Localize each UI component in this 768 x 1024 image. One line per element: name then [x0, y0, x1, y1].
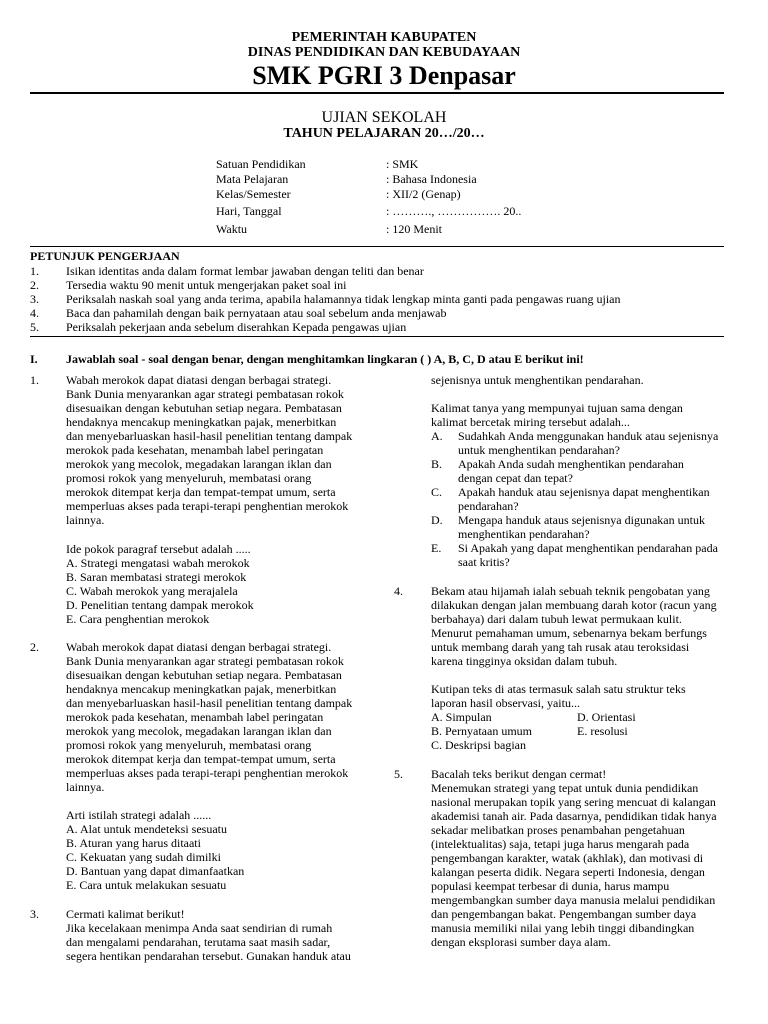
- passage-line: Bank Dunia menyarankan agar strategi pembatasan rokok: [66, 387, 344, 401]
- exam-title: UJIAN SEKOLAH: [321, 109, 447, 126]
- passage-line: dilakukan dengan jalan membuang darah kotor (racun yang: [431, 598, 717, 612]
- answer-option[interactable]: B. Pernyataan umum: [431, 724, 532, 738]
- question-passage: [431, 767, 717, 949]
- passage-line: Menemukan strategi yang tepat untuk dunia pendidikan: [431, 781, 699, 795]
- passage-line: merokok yang mecolok, megadakan larangan iklan dan: [66, 457, 332, 471]
- answer-option[interactable]: D. Penelitian tentang dampak merokok: [66, 598, 254, 612]
- passage-line: (intelektualitas) saja, tetapi juga harus mengarah pada: [431, 837, 690, 851]
- school-name: SMK PGRI 3 Denpasar: [252, 61, 516, 90]
- passage-line: akademisi tanah air. Pada dasarnya, pendidikan tidak hanya: [431, 809, 717, 823]
- passage-line: lainnya.: [66, 780, 105, 794]
- instructions-title: PETUNJUK PENGERJAAN: [30, 249, 180, 263]
- answer-option[interactable]: D. Orientasi: [577, 710, 636, 724]
- instruction-number: 4.: [30, 306, 39, 320]
- passage-line: lainnya.: [66, 513, 105, 527]
- passage-line: merokok ditempat kerja dan tempat-tempat umum, serta: [66, 485, 336, 499]
- passage-line: memperluas akses pada terapi-terapi penghentian merokok: [66, 766, 349, 780]
- option-line: Apakah handuk atau sejenisnya dapat menghentikan: [458, 485, 710, 499]
- passage-line: hendaknya mencakup meningkatkan pajak, menerbitkan: [66, 415, 337, 429]
- question-number: 5.: [394, 767, 403, 781]
- identity-label: Kelas/Semester: [216, 187, 291, 201]
- passage-line: promosi rokok yang menyeluruh, membatasi orang: [66, 471, 312, 485]
- question-passage: [431, 584, 717, 668]
- question-prompt: [431, 682, 686, 710]
- passage-line: dengan eksplorasi sumber daya alam.: [431, 935, 611, 949]
- answer-option[interactable]: B. Aturan yang harus ditaati: [66, 836, 201, 850]
- passage-line: mengembangkan sumber daya manusia melalui pendidikan: [431, 893, 716, 907]
- passage-line: promosi rokok yang menyeluruh, membatasi orang: [66, 738, 312, 752]
- passage-line: dan mengalami pendarahan, terutama saat masih sadar,: [66, 935, 331, 949]
- passage-line: manusia memiliki nilai yang lebih tinggi dibandingkan: [431, 921, 695, 935]
- answer-option[interactable]: D. Bantuan yang dapat dimanfaatkan: [66, 864, 245, 878]
- question-options: [66, 808, 244, 892]
- answer-option[interactable]: [458, 485, 710, 513]
- identity-value: : Bahasa Indonesia: [386, 172, 477, 186]
- passage-line: dan menyebarluaskan hasil-hasil penelitian tentang dampak: [66, 429, 353, 443]
- instruction-text: Isikan identitas anda dalam format lembar jawaban dengan teliti dan benar: [66, 264, 424, 278]
- identity-value: : 120 Menit: [386, 222, 442, 236]
- passage-line: populasi keempat terbesar di dunia, harus mampu: [431, 879, 670, 893]
- passage-line: hendaknya mencakup meningkatkan pajak, menerbitkan: [66, 682, 337, 696]
- passage-line: merokok pada kesehatan, menambah label peringatan: [66, 710, 324, 724]
- instructions-top-divider: [30, 246, 724, 247]
- passage-line: kalangan peserta didik. Negara seperti Indonesia, dengan: [431, 865, 705, 879]
- passage-line: dan pengembangan bakat. Pengembangan sumber daya: [431, 907, 697, 921]
- passage-line: sekadar melibatkan proses penambahan pengetahuan: [431, 823, 685, 837]
- passage-line: karena tingginya oksidan dalam tubuh.: [431, 654, 618, 668]
- question-prompt: [431, 401, 683, 429]
- instruction-number: 1.: [30, 264, 39, 278]
- prompt-line: Kalimat tanya yang mempunyai tujuan sama dengan: [431, 401, 683, 415]
- passage-line: merokok pada kesehatan, menambah label peringatan: [66, 443, 324, 457]
- question-prompt: Ide pokok paragraf tersebut adalah .....: [66, 542, 251, 556]
- passage-line: Wabah merokok dapat diatasi dengan berbagai strategi.: [66, 373, 332, 387]
- answer-option[interactable]: [458, 513, 705, 541]
- passage-line: segera hentikan pendarahan tersebut. Gunakan handuk atau: [66, 949, 351, 963]
- passage-line: merokok yang mecolok, megadakan larangan iklan dan: [66, 724, 332, 738]
- passage-line: Menurut pemahaman umum, sebenarnya bekam berfungs: [431, 626, 707, 640]
- question-options: [66, 542, 254, 626]
- passage-line: untuk membang darah yang tah rusak atau teroksidasi: [431, 640, 690, 654]
- option-letter: E.: [431, 541, 442, 555]
- identity-label: Satuan Pendidikan: [216, 157, 306, 171]
- passage-line: disesuaikan dengan kebutuhan setiap negara. Pembatasan: [66, 401, 342, 415]
- answer-option[interactable]: E. resolusi: [577, 724, 628, 738]
- identity-label: Waktu: [216, 222, 248, 236]
- identity-value: : SMK: [386, 157, 419, 171]
- instruction-number: 2.: [30, 278, 39, 292]
- passage-line: memperluas akses pada terapi-terapi penghentian merokok: [66, 499, 349, 513]
- government-heading: PEMERINTAH KABUPATEN: [291, 30, 477, 45]
- option-line: Mengapa handuk ataus sejenisnya digunakan untuk: [458, 513, 705, 527]
- passage-line: nasional merupakan topik yang sering mencuat di kalangan: [431, 795, 716, 809]
- answer-option[interactable]: A. Simpulan: [431, 710, 492, 724]
- question-number: 4.: [394, 584, 403, 598]
- question-options-left: [431, 710, 532, 752]
- option-line: Si Apakah yang dapat menghentikan pendarahan pada: [458, 541, 718, 555]
- passage-line: Bacalah teks berikut dengan cermat!: [431, 767, 607, 781]
- answer-option[interactable]: [458, 429, 718, 457]
- answer-option[interactable]: C. Wabah merokok yang merajalela: [66, 584, 238, 598]
- option-line: pendarahan?: [458, 499, 519, 513]
- question-number: 3.: [30, 907, 39, 921]
- question-number: 1.: [30, 373, 39, 387]
- prompt-line: Kutipan teks di atas termasuk salah satu struktur teks: [431, 682, 686, 696]
- answer-option[interactable]: [458, 457, 684, 485]
- academic-year: TAHUN PELAJARAN 20…/20…: [283, 126, 485, 141]
- answer-option[interactable]: A. Alat untuk mendeteksi sesuatu: [66, 822, 227, 836]
- option-letter: B.: [431, 457, 443, 471]
- passage-line: dan menyebarluaskan hasil-hasil penelitian tentang dampak: [66, 696, 353, 710]
- department-heading: DINAS PENDIDIKAN DAN KEBUDAYAAN: [247, 45, 521, 60]
- header-divider: [30, 92, 724, 94]
- passage-line: Jika kecelakaan menimpa Anda saat sendirian di rumah: [66, 921, 333, 935]
- question-passage: [66, 640, 352, 794]
- question-number: 2.: [30, 640, 39, 654]
- answer-option[interactable]: E. Cara untuk melakukan sesuatu: [66, 878, 227, 892]
- passage-line: Bekam atau hijamah ialah sebuah teknik pengobatan yang: [431, 584, 710, 598]
- prompt-line: laporan hasil observasi, yaitu...: [431, 696, 580, 710]
- option-line: menghentikan pendarahan?: [458, 527, 590, 541]
- passage-line: Wabah merokok dapat diatasi dengan berbagai strategi.: [66, 640, 332, 654]
- question-passage: [66, 907, 351, 963]
- question-passage: [66, 373, 352, 527]
- instruction-number: 3.: [30, 292, 39, 306]
- identity-label: Hari, Tanggal: [216, 204, 282, 218]
- question-prompt: Arti istilah strategi adalah ......: [66, 808, 212, 822]
- passage-continuation: sejenisnya untuk menghentikan pendarahan.: [431, 373, 644, 387]
- option-line: Sudahkah Anda menggunakan handuk atau sejenisnya: [458, 429, 719, 443]
- answer-option[interactable]: B. Saran membatasi strategi merokok: [66, 570, 247, 584]
- answer-option[interactable]: C. Kekuatan yang sudah dimilki: [66, 850, 221, 864]
- answer-option[interactable]: E. Cara penghentian merokok: [66, 612, 210, 626]
- section-number: I.: [30, 352, 38, 366]
- option-line: dengan cepat dan tepat?: [458, 471, 573, 485]
- instruction-text: Tersedia waktu 90 menit untuk mengerjakan paket soal ini: [66, 278, 347, 292]
- prompt-line: kalimat bercetak miring tersebut adalah...: [431, 415, 630, 429]
- answer-option[interactable]: [458, 541, 718, 569]
- passage-line: Bank Dunia menyarankan agar strategi pembatasan rokok: [66, 654, 344, 668]
- option-line: Apakah Anda sudah menghentikan pendarahan: [458, 457, 684, 471]
- option-line: untuk menghentikan pendarahan?: [458, 443, 620, 457]
- question-options-right: [577, 710, 636, 738]
- option-line: saat kritis?: [458, 555, 510, 569]
- instruction-text: Periksalah naskah soal yang anda terima, apabila halamannya tidak lengkap minta ganti pada pengawas ruang ujian: [66, 292, 621, 306]
- option-letter: C.: [431, 485, 443, 499]
- passage-line: pengembangan karakter, watak (akhlak), dan motivasi di: [431, 851, 704, 865]
- answer-option[interactable]: C. Deskripsi bagian: [431, 738, 526, 752]
- answer-option[interactable]: A. Strategi mengatasi wabah merokok: [66, 556, 250, 570]
- instruction-text: Periksalah pekerjaan anda sebelum diserahkan Kepada pengawas ujian: [66, 320, 407, 334]
- option-letter: A.: [431, 429, 443, 443]
- instruction-text: Baca dan pahamilah dengan baik pernyataan atau soal sebelum anda menjawab: [66, 306, 447, 320]
- identity-value: : ………., ……………. 20..: [386, 204, 522, 218]
- instruction-number: 5.: [30, 320, 39, 334]
- section-instruction: Jawablah soal - soal dengan benar, dengan menghitamkan lingkaran ( ) A, B, C, D atau E berikut ini!: [66, 352, 584, 366]
- passage-line: merokok ditempat kerja dan tempat-tempat umum, serta: [66, 752, 336, 766]
- passage-line: disesuaikan dengan kebutuhan setiap negara. Pembatasan: [66, 668, 342, 682]
- passage-line: berbahaya) dari dalam tubuh lewat permukaan kulit.: [431, 612, 682, 626]
- instructions-bottom-divider: [30, 336, 724, 337]
- option-letter: D.: [431, 513, 443, 527]
- passage-line: Cermati kalimat berikut!: [66, 907, 185, 921]
- identity-label: Mata Pelajaran: [216, 172, 289, 186]
- identity-value: : XII/2 (Genap): [386, 187, 461, 201]
